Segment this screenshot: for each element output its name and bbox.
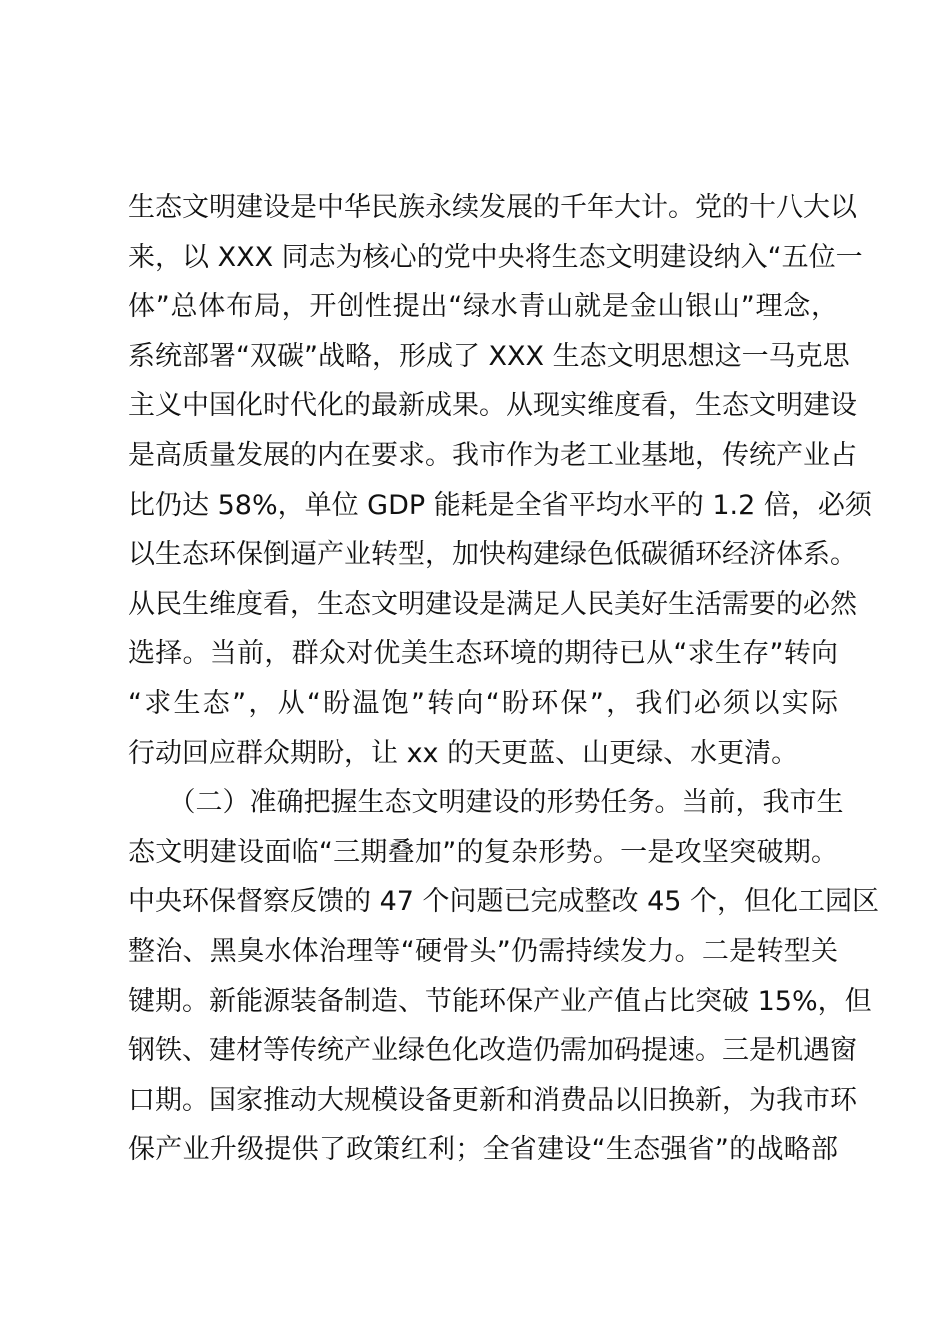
text-line: 钢铁、建材等传统产业绿色化改造仍需加码提速。三是机遇窗 <box>128 1035 857 1067</box>
text-line: 体”总体布局，开创性提出“绿水青山就是金山银山”理念， <box>128 291 838 323</box>
text-line: 从民生维度看，生态文明建设是满足人民美好生活需要的必然 <box>128 588 857 620</box>
text-line: （二）准确把握生态文明建设的形势任务。当前，我市生 <box>128 787 844 819</box>
text-line: 保产业升级提供了政策红利；全省建设“生态强省”的战略部 <box>128 1134 838 1166</box>
body-text <box>128 183 880 1175</box>
text-line: 口期。国家推动大规模设备更新和消费品以旧换新，为我市环 <box>128 1084 857 1116</box>
text-line: 以生态环保倒逼产业转型，加快构建绿色低碳循环经济体系。 <box>128 539 857 571</box>
text-line: 整治、黑臭水体治理等“硬骨头”仍需持续发力。二是转型关 <box>128 935 838 967</box>
text-line: 系统部署“双碳”战略，形成了 XXX 生态文明思想这一马克思 <box>128 340 850 372</box>
text-line: 比仍达 58%，单位 GDP 能耗是全省平均水平的 1.2 倍，必须 <box>128 489 872 521</box>
text-line: 是高质量发展的内在要求。我市作为老工业基地，传统产业占 <box>128 439 857 471</box>
text-line: 中央环保督察反馈的 47 个问题已完成整改 45 个，但化工园区 <box>128 886 880 918</box>
text-line: 态文明建设面临“三期叠加”的复杂形势。一是攻坚突破期。 <box>128 836 838 868</box>
text-line: 行动回应群众期盼，让 xx 的天更蓝、山更绿、水更清。 <box>128 737 799 769</box>
text-line: 主义中国化时代化的最新成果。从现实维度看，生态文明建设 <box>128 390 857 422</box>
text-line: 来，以 XXX 同志为核心的党中央将生态文明建设纳入“五位一 <box>128 241 863 273</box>
text-line: 生态文明建设是中华民族永续发展的千年大计。党的十八大以 <box>128 192 857 223</box>
text-line: “求生态”，从“盼温饱”转向“盼环保”，我们必须以实际 <box>128 687 838 719</box>
text-line: 键期。新能源装备制造、节能环保产业产值占比突破 15%，但 <box>128 985 872 1017</box>
text-line: 选择。当前，群众对优美生态环境的期待已从“求生存”转向 <box>128 638 838 670</box>
